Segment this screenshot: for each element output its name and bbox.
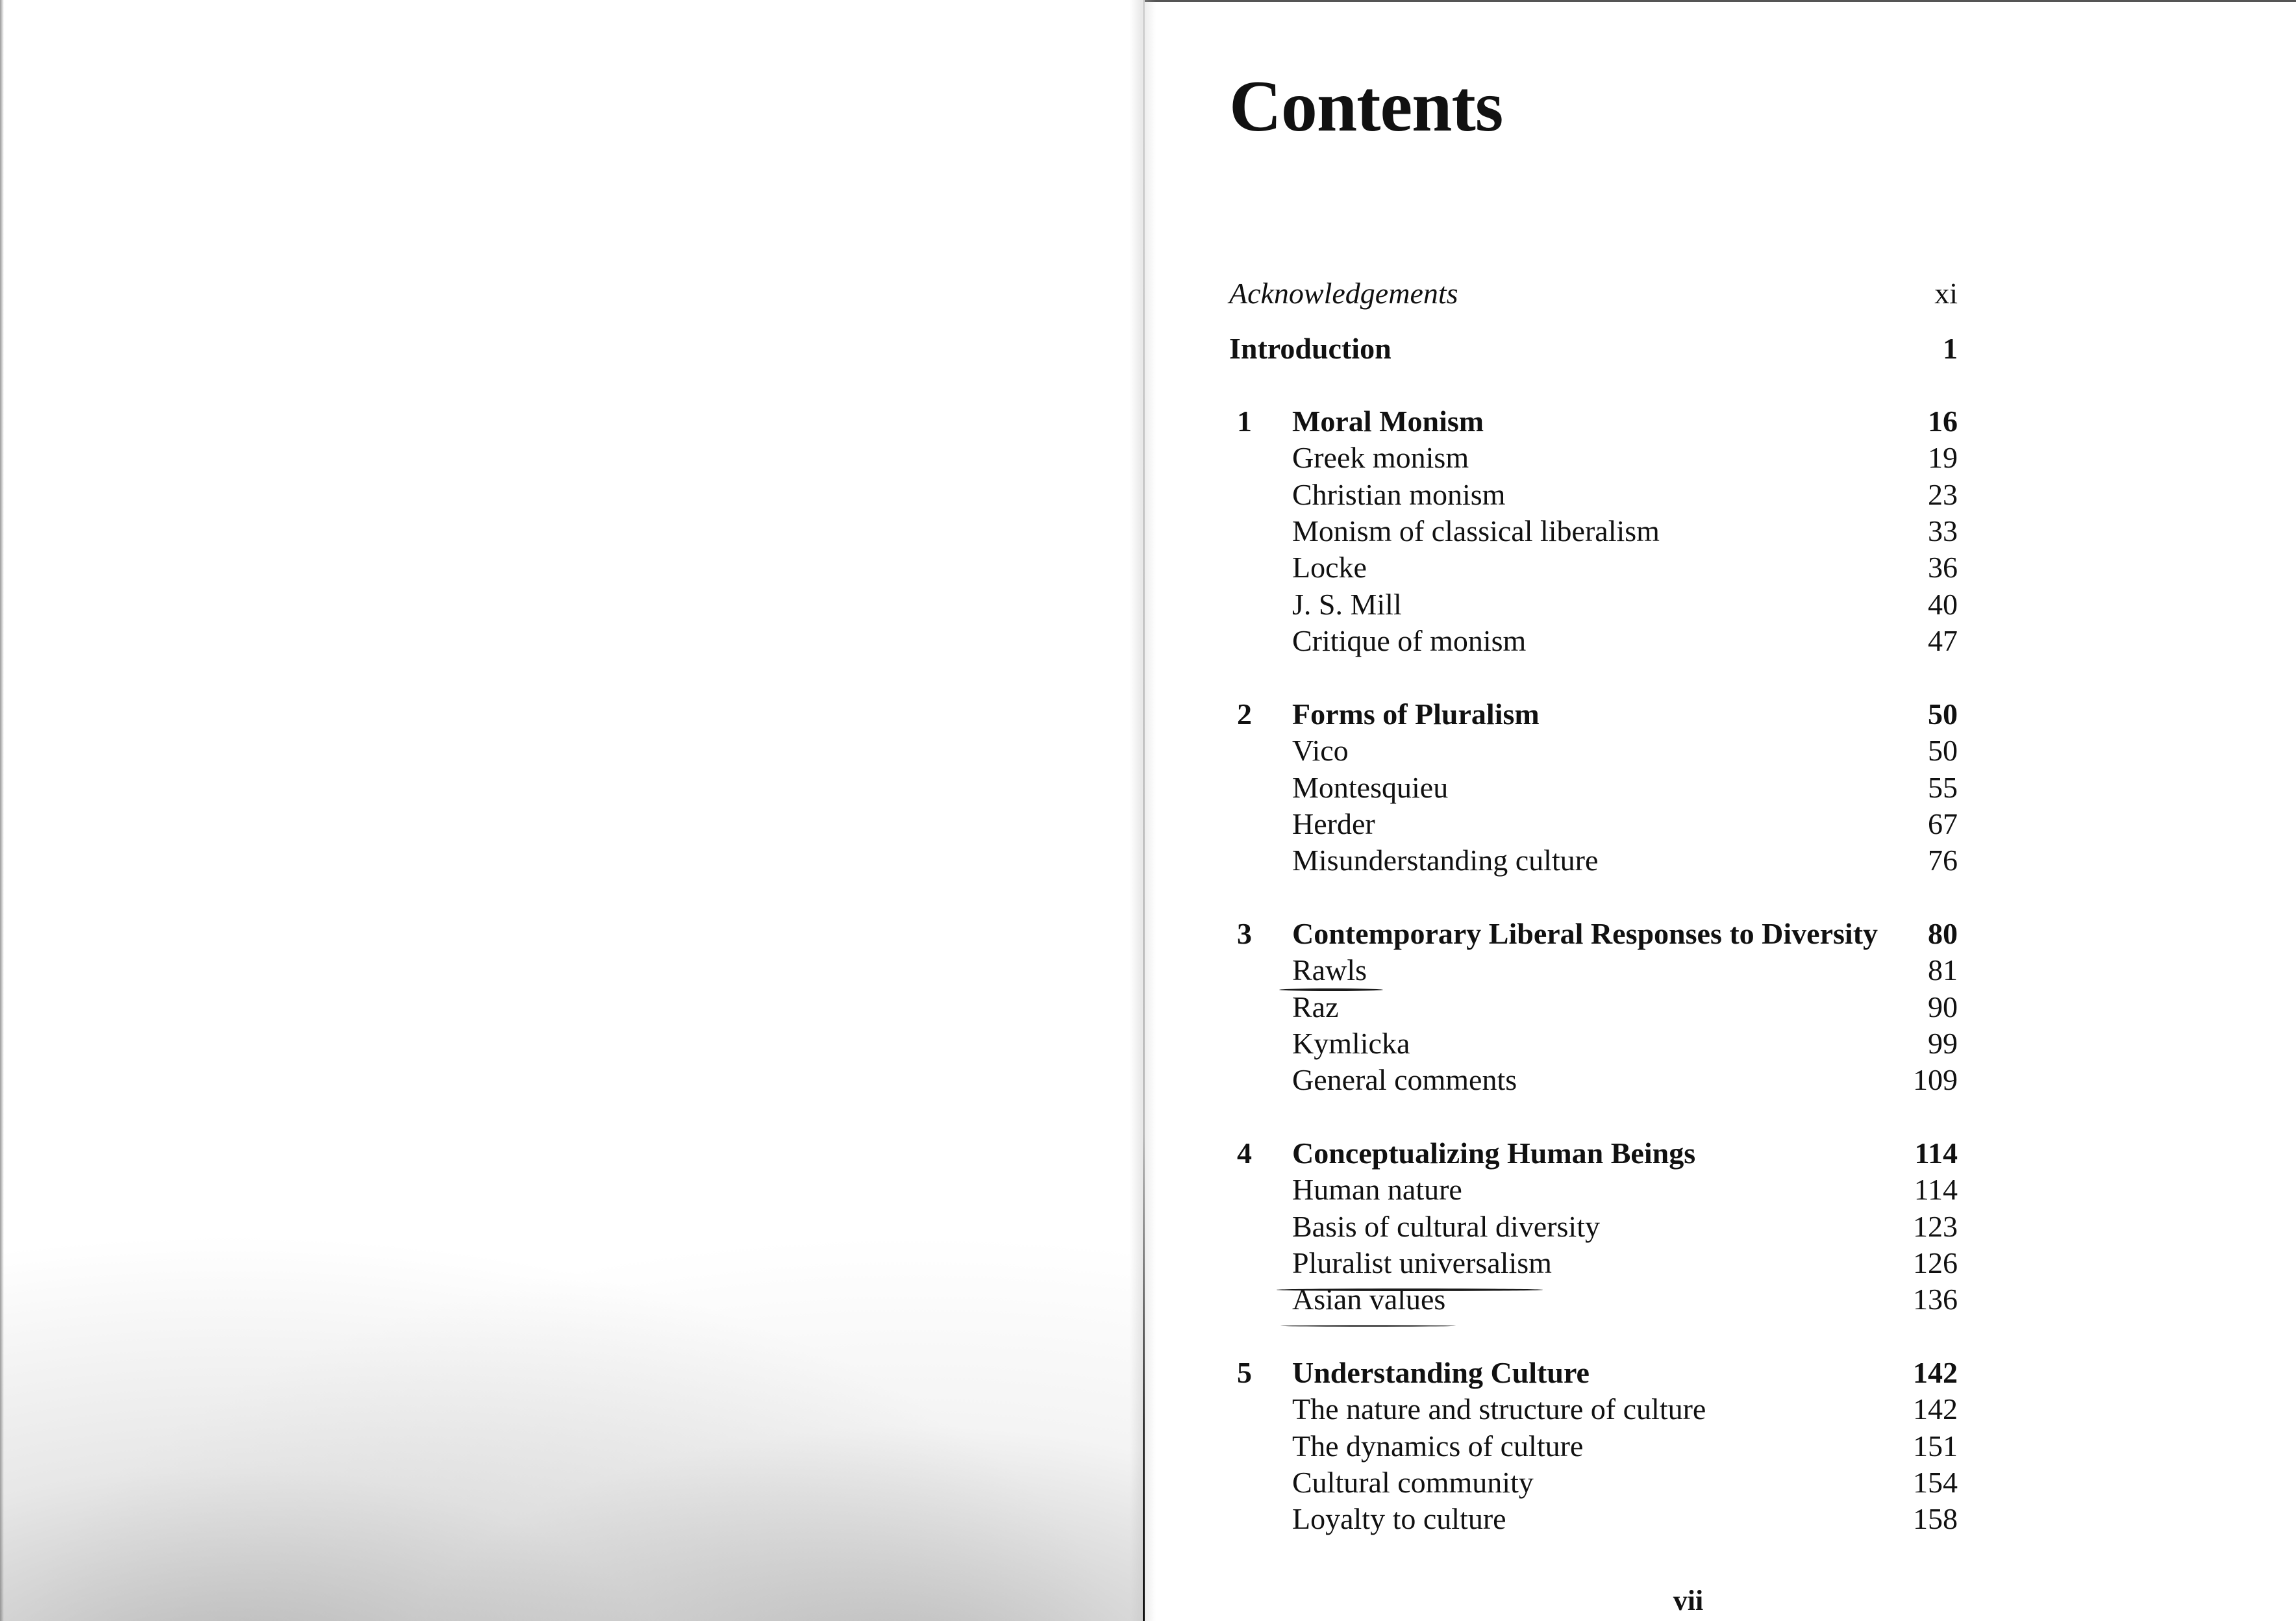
section-page: 33: [1928, 514, 1958, 547]
section-label: Locke: [1292, 551, 1367, 584]
section-label: Christian monism: [1292, 478, 1506, 511]
toc-section: [1229, 806, 1958, 842]
toc-section: [1229, 477, 1958, 513]
pen-underline: [1280, 1325, 1456, 1327]
section-label: Critique of monism: [1292, 624, 1527, 657]
section-label: The dynamics of culture: [1292, 1429, 1584, 1463]
toc-section: [1229, 1245, 1958, 1281]
section-label: Monism of classical liberalism: [1292, 514, 1660, 547]
toc-section: [1229, 989, 1958, 1025]
toc-section: [1229, 440, 1958, 476]
scan-shadow: [0, 1231, 1143, 1621]
toc-entry-label: Introduction: [1229, 332, 1391, 365]
chapter-number: 5: [1237, 1356, 1252, 1389]
section-label: Herder: [1292, 807, 1375, 840]
section-page: 19: [1928, 441, 1958, 474]
chapter-title: Understanding Culture: [1292, 1356, 1590, 1389]
toc-chapter-5: [1229, 1355, 1958, 1391]
section-page: 50: [1928, 734, 1958, 767]
section-page: 67: [1928, 807, 1958, 840]
section-page: 36: [1928, 551, 1958, 584]
section-page: 99: [1928, 1027, 1958, 1060]
section-label: Vico: [1292, 734, 1349, 767]
section-page: 23: [1928, 478, 1958, 511]
toc-section: [1229, 1025, 1958, 1062]
chapter-page: 114: [1914, 1137, 1958, 1170]
section-page: 90: [1928, 990, 1958, 1024]
toc-section: [1229, 1209, 1958, 1245]
toc-chapter-3: [1229, 916, 1958, 952]
section-label: Raz: [1292, 990, 1339, 1024]
toc-section: [1229, 952, 1958, 988]
chapter-page: 142: [1913, 1356, 1958, 1389]
section-page: 40: [1928, 588, 1958, 621]
section-label: Cultural community: [1292, 1466, 1534, 1499]
section-page: 154: [1913, 1466, 1958, 1499]
contents-page: [1156, 0, 2296, 1621]
section-page: 76: [1928, 844, 1958, 877]
toc-entry-page: 1: [1943, 332, 1958, 365]
toc-entry-acknowledgements: [1229, 275, 1958, 312]
toc-chapter-2: [1229, 696, 1958, 733]
section-page: 123: [1913, 1210, 1958, 1243]
section-label: Human nature: [1292, 1173, 1462, 1206]
chapter-title: Moral Monism: [1292, 405, 1484, 438]
section-label: Misunderstanding culture: [1292, 844, 1599, 877]
toc-section: [1229, 733, 1958, 769]
section-label: Greek monism: [1292, 441, 1469, 474]
section-label: Kymlicka: [1292, 1027, 1410, 1060]
toc-section: [1229, 1391, 1958, 1427]
chapter-page: 50: [1928, 697, 1958, 731]
section-label: The nature and structure of culture: [1292, 1392, 1706, 1426]
pen-underline: [1279, 988, 1383, 991]
section-page: 151: [1913, 1429, 1958, 1463]
toc-section: [1229, 1428, 1958, 1464]
left-blank-page: [0, 0, 1143, 1621]
chapter-number: 3: [1237, 917, 1252, 950]
toc-section: [1229, 1062, 1958, 1098]
toc-section: [1229, 586, 1958, 623]
section-label: General comments: [1292, 1063, 1517, 1096]
gutter-fold-line: [1143, 0, 1145, 1621]
section-page: 47: [1928, 624, 1958, 657]
toc-section: [1229, 1501, 1958, 1537]
toc-section: [1229, 770, 1958, 806]
section-page: 136: [1913, 1283, 1958, 1316]
toc-section: [1229, 1464, 1958, 1501]
section-label: Pluralist universalism: [1292, 1246, 1552, 1279]
toc-section: [1229, 623, 1958, 659]
section-label: Asian values: [1292, 1283, 1446, 1316]
chapter-page: 80: [1928, 917, 1958, 950]
section-page: 126: [1913, 1246, 1958, 1279]
chapter-number: 2: [1237, 697, 1252, 731]
chapter-number: 1: [1237, 405, 1252, 438]
section-page: 158: [1913, 1502, 1958, 1535]
toc-chapter-4: [1229, 1135, 1958, 1172]
section-page: 81: [1928, 953, 1958, 986]
section-label: Basis of cultural diversity: [1292, 1210, 1600, 1243]
chapter-page: 16: [1928, 405, 1958, 438]
pen-underline: [1277, 1288, 1543, 1291]
chapter-title: Forms of Pluralism: [1292, 697, 1540, 731]
section-page: 109: [1913, 1063, 1958, 1096]
section-label: Montesquieu: [1292, 771, 1449, 804]
section-label: Rawls: [1292, 953, 1367, 986]
toc-section: [1229, 1172, 1958, 1208]
section-label: J. S. Mill: [1292, 588, 1402, 621]
toc-section: [1229, 513, 1958, 549]
chapter-title: Conceptualizing Human Beings: [1292, 1137, 1696, 1170]
toc-chapter-1: [1229, 403, 1958, 440]
section-page: 114: [1914, 1173, 1958, 1206]
chapter-number: 4: [1237, 1137, 1252, 1170]
toc-section: [1229, 549, 1958, 586]
toc-section: [1229, 1281, 1958, 1318]
page-title: Contents: [1229, 66, 1503, 147]
toc-entry-introduction: [1229, 331, 1958, 367]
toc-entry-label: Acknowledgements: [1229, 277, 1458, 310]
section-label: Loyalty to culture: [1292, 1502, 1506, 1535]
section-page: 142: [1913, 1392, 1958, 1426]
toc-section: [1229, 842, 1958, 879]
section-page: 55: [1928, 771, 1958, 804]
page-number: vii: [1673, 1585, 1704, 1616]
chapter-title: Contemporary Liberal Responses to Diversity: [1292, 917, 1878, 950]
toc-entry-page: xi: [1934, 277, 1958, 310]
